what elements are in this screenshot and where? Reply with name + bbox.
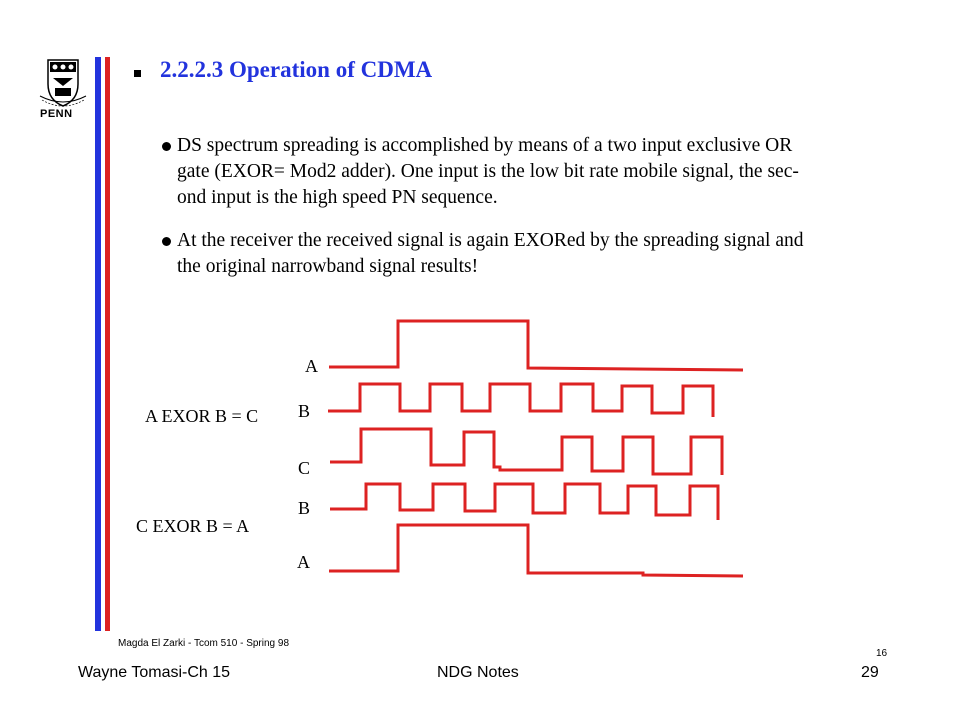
signal-label-a: A bbox=[305, 356, 318, 376]
bullet-1-line-2: gate (EXOR= Mod2 adder). One input is the low bit rate mobile signal, the sec- bbox=[177, 161, 799, 182]
signal-label-b-receiver: B bbox=[298, 498, 311, 518]
bottom-page-number: 29 bbox=[861, 664, 879, 681]
bullet-1-line-3: ond input is the high speed PN sequence. bbox=[177, 187, 498, 208]
bullet-1-line-1: DS spectrum spreading is accomplished by means of a two input exclusive OR bbox=[177, 135, 793, 156]
bullet-2-line-1: At the receiver the received signal is again EXORed by the spreading signal and bbox=[177, 230, 804, 251]
footer-author: Magda El Zarki - Tcom 510 - Spring 98 bbox=[118, 638, 290, 649]
penn-logo-text: PENN bbox=[40, 108, 73, 120]
bullet-2-line-2: the original narrowband signal results! bbox=[177, 256, 479, 277]
waveform-a-recovered bbox=[329, 525, 743, 576]
signal-label-b: B bbox=[298, 401, 311, 421]
signal-label-c: C bbox=[298, 458, 311, 478]
group-label-encode: A EXOR B = C bbox=[145, 406, 259, 426]
bottom-left-text: Wayne Tomasi-Ch 15 bbox=[78, 664, 231, 681]
bottom-center-text: NDG Notes bbox=[437, 664, 519, 681]
slide-title: 2.2.2.3 Operation of CDMA bbox=[160, 57, 433, 82]
signal-label-a-recovered: A bbox=[297, 552, 310, 572]
waveform-a-input bbox=[329, 321, 743, 370]
waveform-c-output bbox=[330, 429, 722, 475]
footer-page-small: 16 bbox=[876, 648, 888, 659]
waveform-b-receiver bbox=[330, 484, 718, 520]
waveform-b-spreading bbox=[328, 384, 713, 417]
group-label-decode: C EXOR B = A bbox=[136, 516, 250, 536]
